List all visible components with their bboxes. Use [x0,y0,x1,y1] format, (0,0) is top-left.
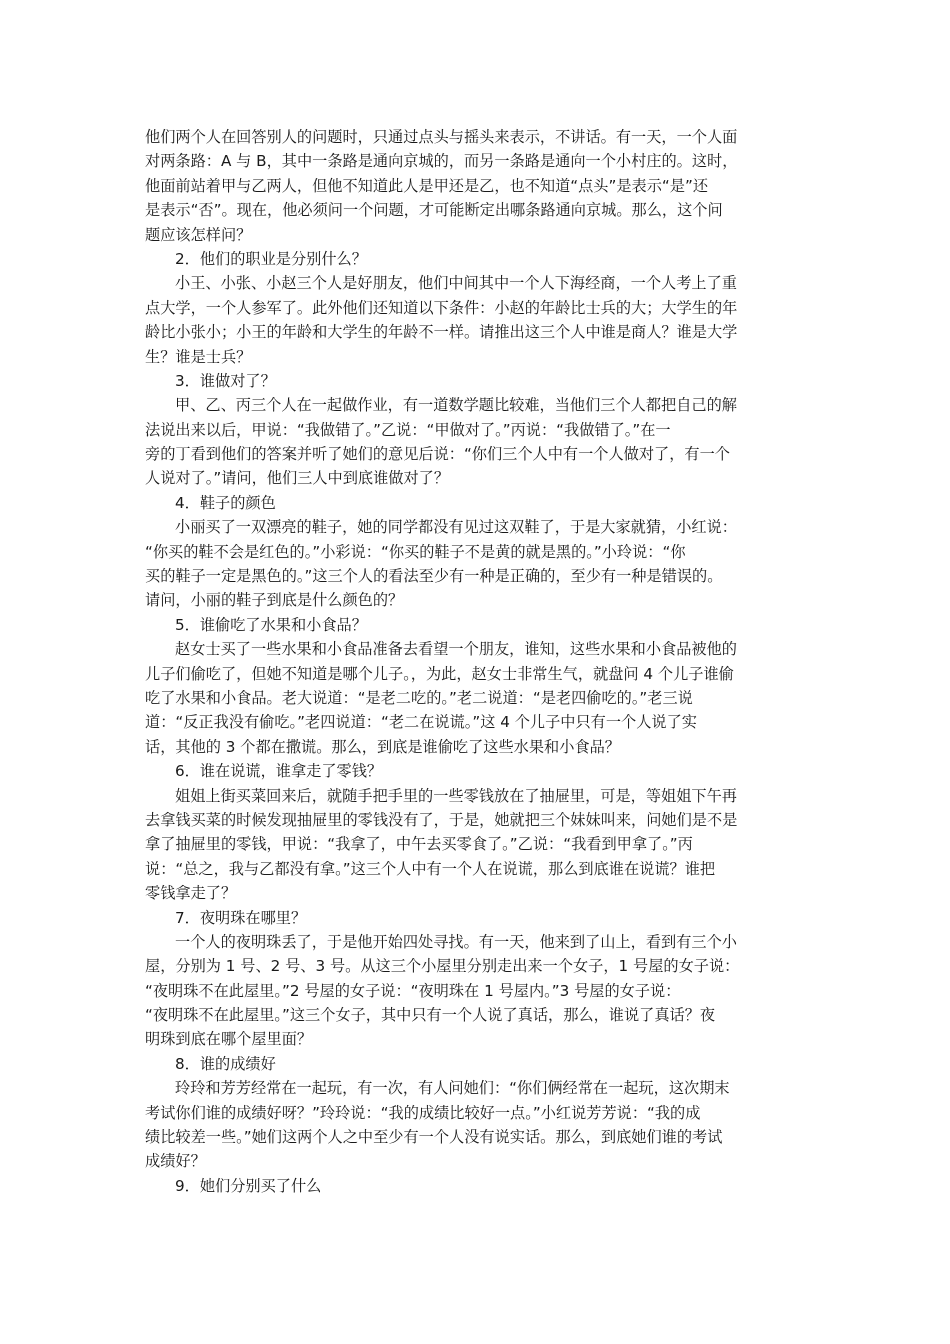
text-line: 考试你们谁的成绩好呀？”玲玲说：“我的成绩比较好一点。”小红说芳芳说：“我的成 [145,1103,701,1122]
question-section [145,491,805,613]
text-line: 姐姐上街买菜回来后，就随手把手里的一些零钱放在了抽屉里，可是，等姐姐下午再 [175,786,737,805]
text-line: 旁的丁看到他们的答案并听了她们的意见后说：“你们三个人中有一个人做对了，有一个 [145,445,730,464]
text-line: 他们两个人在回答别人的问题时，只通过点头与摇头来表示，不讲话。有一天，一个人面 [145,128,738,146]
question-section [145,1052,805,1174]
document-page [145,125,805,1198]
question-heading: 7．夜明珠在哪里？ [175,908,307,927]
text-line: 买的鞋子一定是黑色的。”这三个人的看法至少有一种是正确的，至少有一种是错误的。 [145,567,723,586]
question-heading: 3．谁做对了？ [175,371,276,390]
question-sections [145,247,805,1198]
question-heading: 9．她们分别买了什么 [175,1176,322,1195]
text-line: 生？谁是士兵？ [145,347,252,366]
text-line: 去拿钱买菜的时候发现抽屉里的零钱没有了，于是，她就把三个妹妹叫来，问她们是不是 [145,810,738,829]
text-line: 绩比较差一些。”她们这两个人之中至少有一个人没有说实话。那么，到底她们谁的考试 [145,1128,723,1147]
question-section [145,759,805,905]
text-line: 零钱拿走了？ [145,884,237,903]
question-section [145,247,805,369]
text-line: 法说出来以后，甲说：“我做错了。”乙说：“甲做对了。”丙说：“我做错了。”在一 [145,420,671,439]
question-section [145,906,805,1052]
question-section [145,613,805,759]
text-line: 甲、乙、丙三个人在一起做作业，有一道数学题比较难，当他们三个人都把自己的解 [175,396,737,415]
text-line: 明珠到底在哪个屋里面？ [145,1030,313,1049]
text-line: 对两条路：A 与 B，其中一条路是通向京城的，而另一条路是通向一个小村庄的。这时， [145,152,738,171]
question-heading: 2．他们的职业是分别什么？ [175,249,367,268]
text-line: 儿子们偷吃了，但她不知道是哪个儿子。，为此，赵女士非常生气，就盘问 4 个儿子谁偷 [145,664,734,683]
question-section [145,1174,805,1198]
text-line: 他面前站着甲与乙两人，但他不知道此人是甲还是乙，也不知道“点头”是表示“是”还 [145,176,709,195]
text-line: 拿了抽屉里的零钱，甲说：“我拿了，中午去买零食了。”乙说：“我看到甲拿了。”丙 [145,835,693,854]
text-line: 小丽买了一双漂亮的鞋子，她的同学都没有见过这双鞋了，于是大家就猜，小红说： [175,518,737,537]
text-line: 请问，小丽的鞋子到底是什么颜色的？ [145,591,404,610]
text-line: 道：“反正我没有偷吃。”老四说道：“老二在说谎。”这 4 个儿子中只有一个人说了实 [145,713,697,732]
question-section [145,369,805,491]
text-line: 话，其他的 3 个都在撒谎。那么，到底是谁偷吃了这些水果和小食品？ [145,737,620,756]
text-line: 玲玲和芳芳经常在一起玩，有一次，有人问她们：“你们俩经常在一起玩，这次期末 [175,1079,730,1098]
question-heading: 8．谁的成绩好 [175,1054,276,1073]
text-line: “你买的鞋不会是红色的。”小彩说：“你买的鞋子不是黄的就是黑的。”小玲说：“你 [145,542,686,561]
text-line: 一个人的夜明珠丢了，于是他开始四处寻找。有一天，他来到了山上，看到有三个小 [175,932,737,951]
question-heading: 5．谁偷吃了水果和小食品？ [175,615,367,634]
text-line: 说：“总之，我与乙都没有拿。”这三个人中有一个人在说谎，那么到底谁在说谎？谁把 [145,859,716,878]
text-line: 小王、小张、小赵三个人是好朋友，他们中间其中一个人下海经商，一个人考上了重 [175,274,737,293]
text-line: 龄比小张小；小王的年龄和大学生的年龄不一样。请推出这三个人中谁是商人？谁是大学 [145,323,738,342]
intro-paragraph [145,125,805,247]
question-heading: 6．谁在说谎，谁拿走了零钱？ [175,762,383,781]
text-line: 成绩好？ [145,1152,206,1171]
text-line: “夜明珠不在此屋里。”这三个女子，其中只有一个人说了真话，那么，谁说了真话？夜 [145,1006,716,1025]
text-line: “夜明珠不在此屋里。”2 号屋的女子说：“夜明珠在 1 号屋内。”3 号屋的女子说： [145,981,681,1000]
text-line: 屋，分别为 1 号、2 号、3 号。从这三个小屋里分别走出来一个女子，1 号屋的女子说： [145,957,740,976]
question-heading: 4．鞋子的颜色 [175,493,276,512]
text-line: 人说对了。”请问，他们三人中到底谁做对了？ [145,469,450,488]
text-line: 吃了水果和小食品。老大说道：“是老二吃的。”老二说道：“是老四偷吃的。”老三说 [145,688,693,707]
text-line: 是表示“否”。现在，他必须问一个问题，才可能断定出哪条路通向京城。那么，这个问 [145,201,723,220]
text-line: 赵女士买了一些水果和小食品准备去看望一个朋友，谁知，这些水果和小食品被他的 [175,640,737,659]
text-line: 点大学，一个人参军了。此外他们还知道以下条件：小赵的年龄比士兵的大；大学生的年 [145,298,738,317]
text-line: 题应该怎样问？ [145,225,252,244]
